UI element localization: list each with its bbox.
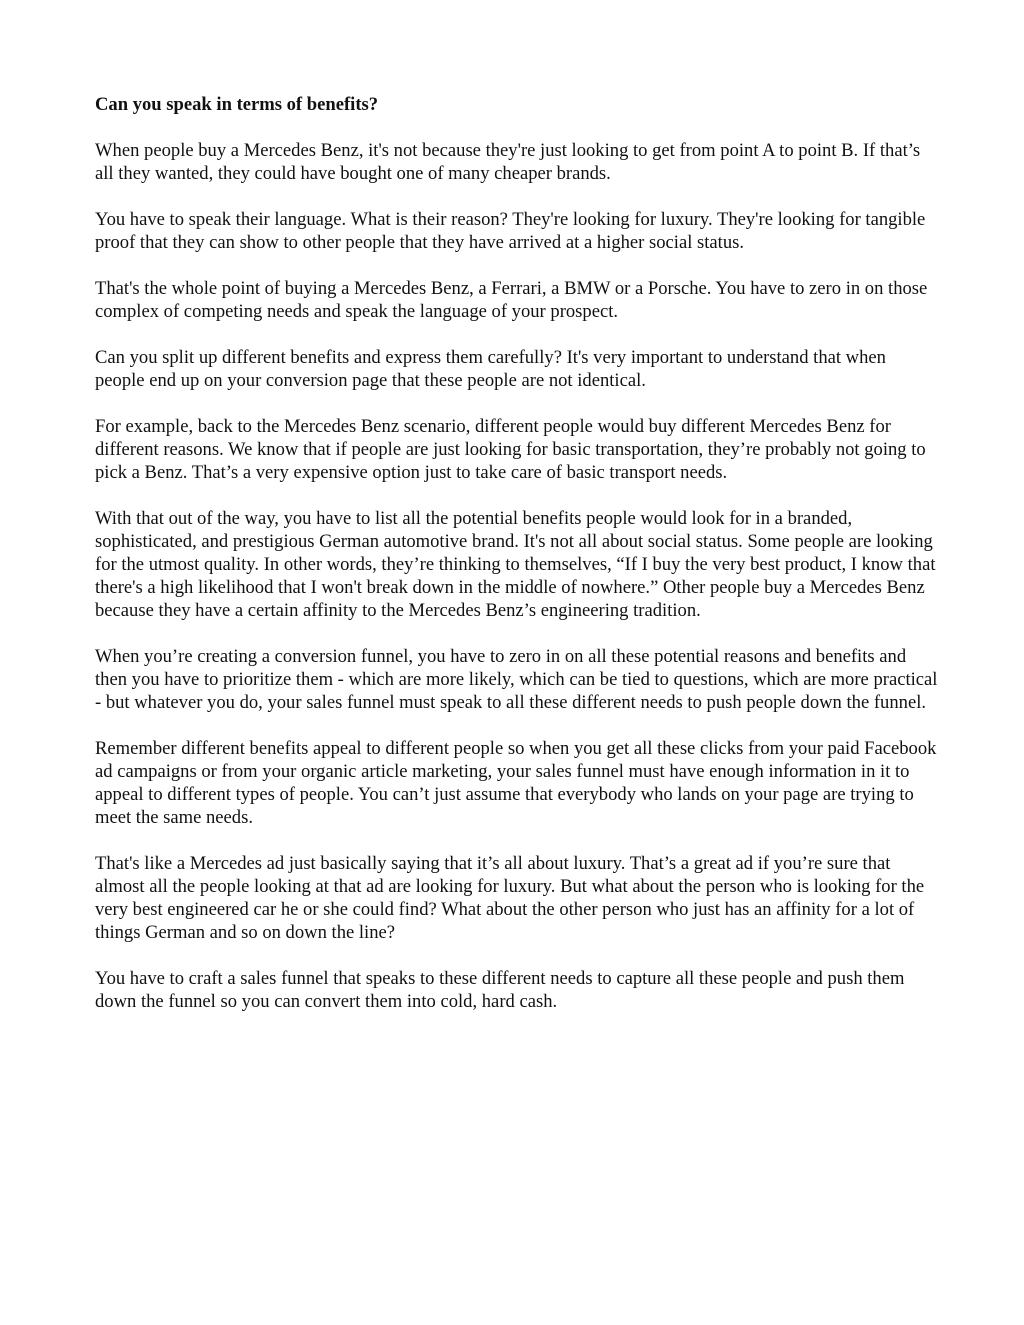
- paragraph: That's like a Mercedes ad just basically saying that it’s all about luxury. That’s a great ad if you’re sure that almost all the people looking at that ad are looking for luxury. But what about the person who is looking for the very best engineered car he or she could find? What about the other person who just has an affinity for a lot of things German and so on down the line?: [95, 853, 925, 943]
- paragraph: Can you split up different benefits and express them carefully? It's very important to understand that when people end up on your conversion page that these people are not identical.: [95, 347, 886, 391]
- paragraph: You have to speak their language. What is their reason? They're looking for luxury. They're looking for tangible proof that they can show to other people that they have arrived at a higher social status.: [95, 209, 926, 253]
- document-body: [95, 93, 940, 1036]
- paragraph: When you’re creating a conversion funnel, you have to zero in on all these potential reasons and benefits and then you have to prioritize them - which are more likely, which can be tied to questions, which are more practical - but whatever you do, your sales funnel must speak to all these different needs to push people down the funnel.: [95, 646, 938, 713]
- paragraph: For example, back to the Mercedes Benz scenario, different people would buy different Mercedes Benz for different reasons. We know that if people are just looking for basic transportation, they’re probably not going to pick a Benz. That’s a very expensive option just to take care of basic transport needs.: [95, 416, 926, 483]
- page-heading: Can you speak in terms of benefits?: [95, 94, 379, 115]
- paragraph: Remember different benefits appeal to different people so when you get all these clicks from your paid Facebook ad campaigns or from your organic article marketing, your sales funnel must have enough information in it to appeal to different types of people. You can’t just assume that everybody who lands on your page are trying to meet the same needs.: [95, 738, 937, 828]
- paragraph: You have to craft a sales funnel that speaks to these different needs to capture all these people and push them down the funnel so you can convert them into cold, hard cash.: [95, 968, 905, 1012]
- paragraph: With that out of the way, you have to list all the potential benefits people would look for in a branded, sophisticated, and prestigious German automotive brand. It's not all about social status. Some people are looking for the utmost quality. In other words, they’re thinking to themselves, “If I buy the very best product, I know that there's a high likelihood that I won't break down in the middle of nowhere.” Other people buy a Mercedes Benz because they have a certain affinity to the Mercedes Benz’s engineering tradition.: [95, 508, 936, 621]
- paragraph: When people buy a Mercedes Benz, it's not because they're just looking to get from point A to point B. If that’s all they wanted, they could have bought one of many cheaper brands.: [95, 140, 921, 184]
- paragraph: That's the whole point of buying a Mercedes Benz, a Ferrari, a BMW or a Porsche. You have to zero in on those complex of competing needs and speak the language of your prospect.: [95, 278, 928, 322]
